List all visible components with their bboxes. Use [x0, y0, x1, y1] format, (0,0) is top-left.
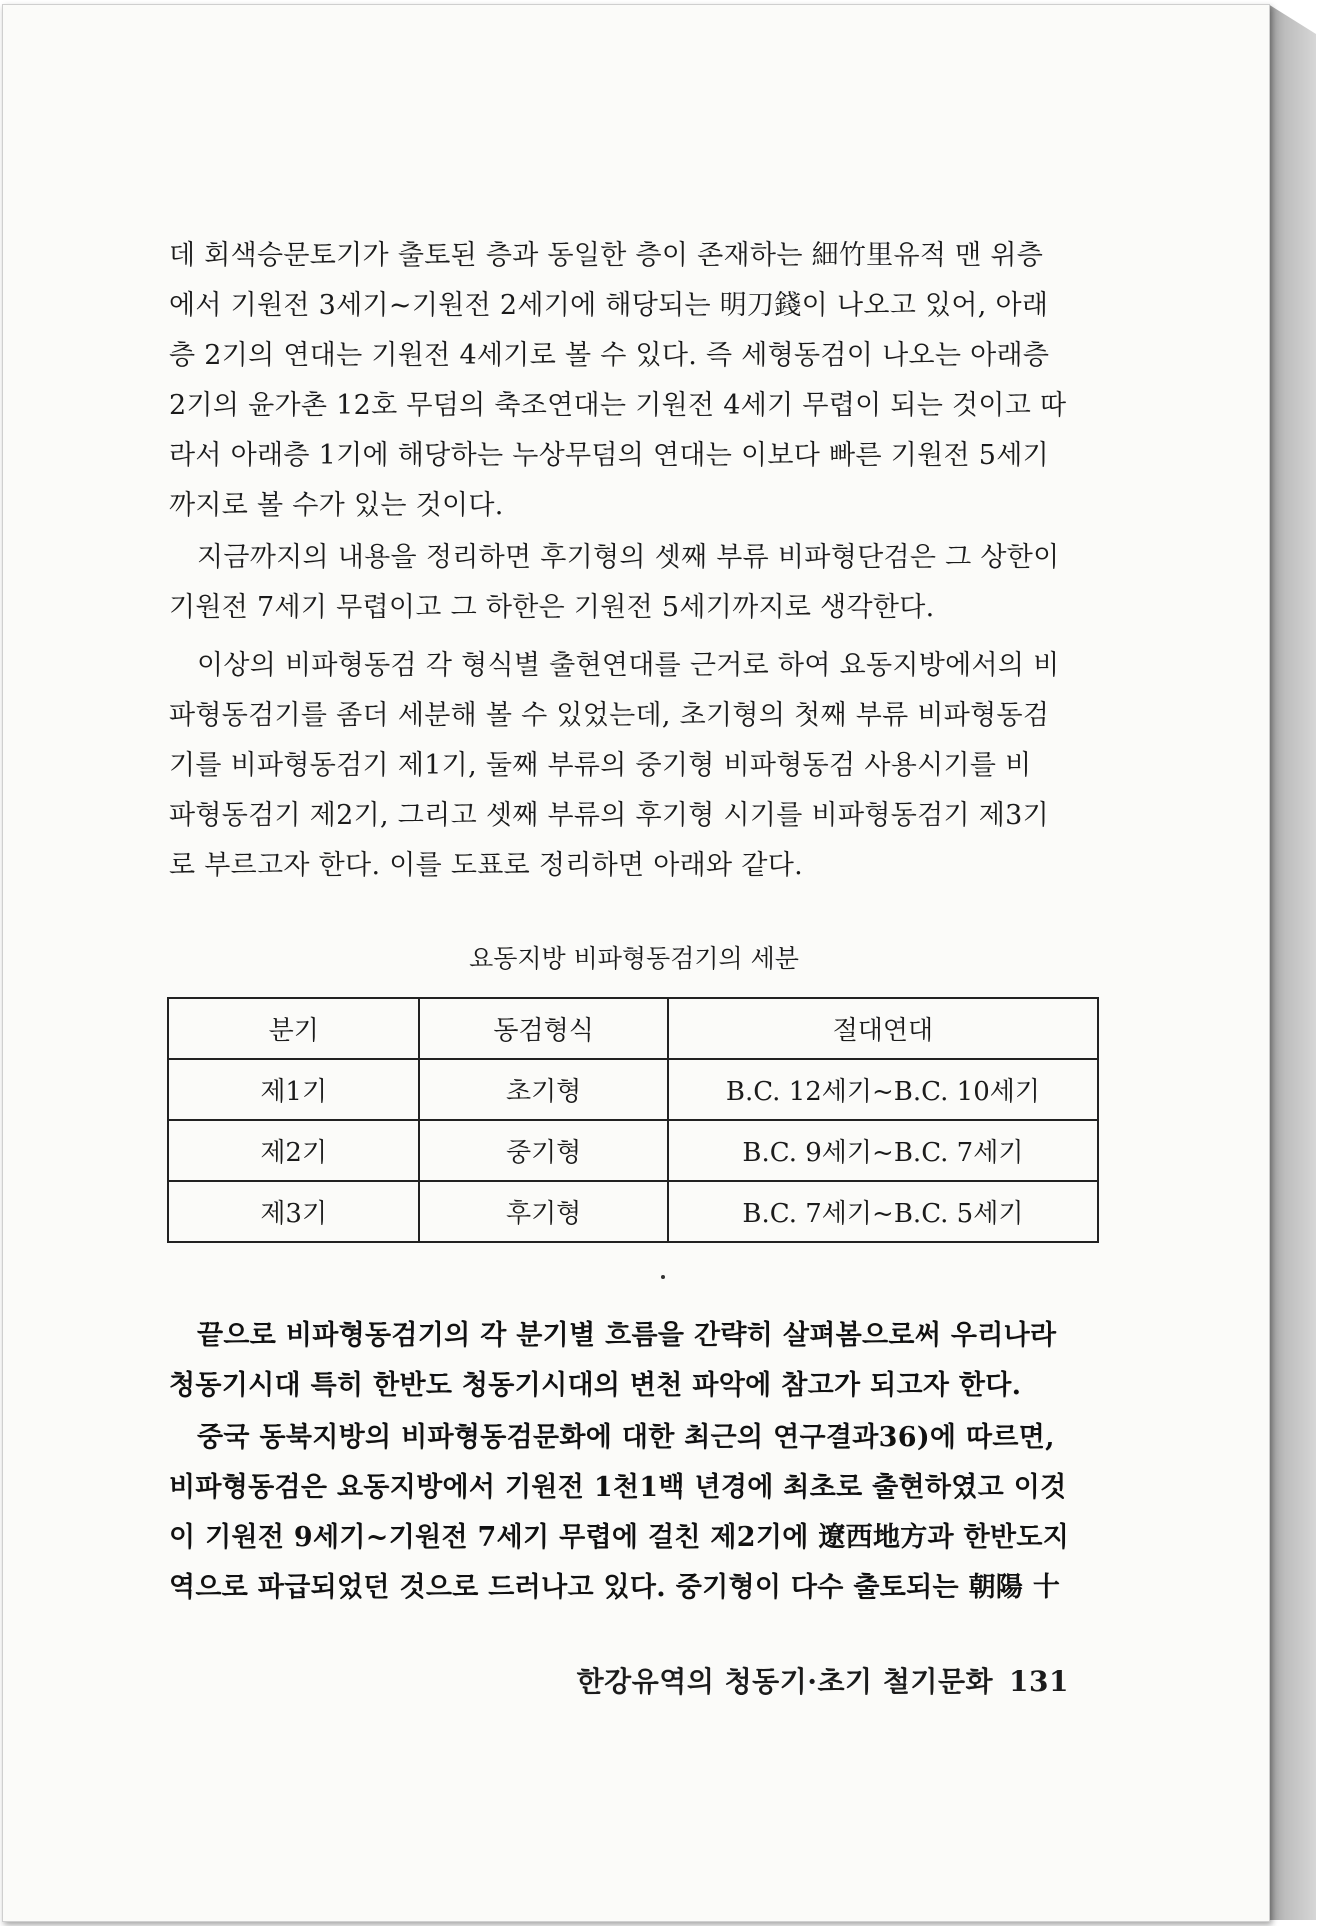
paragraph-5	[169, 1413, 1099, 1613]
text-line: 이 기원전 9세기~기원전 7세기 무렵에 걸친 제2기에 遼西地方과 한반도지	[169, 1522, 1070, 1553]
table-row	[168, 1059, 1098, 1120]
text-line: 데 회색승문토기가 출토된 층과 동일한 층이 존재하는 細竹里유적 맨 위층	[169, 240, 1044, 271]
running-title: 한강유역의 청동기·초기 철기문화	[576, 1665, 994, 1698]
period-table	[167, 997, 1099, 1243]
table-cell: 후기형	[419, 1181, 667, 1242]
text-line: 파형동검기를 좀더 세분해 볼 수 있었는데, 초기형의 첫째 부류 비파형동검	[169, 700, 1050, 731]
table-cell: 제1기	[168, 1059, 419, 1120]
page	[2, 4, 1270, 1922]
table-header-row	[168, 998, 1098, 1059]
column-header-dagger-type: 동검형식	[419, 998, 667, 1059]
page-number: 131	[1009, 1665, 1069, 1698]
text-line: 청동기시대 특히 한반도 청동기시대의 변천 파악에 참고가 되고자 한다.	[169, 1370, 1022, 1401]
text-line: 라서 아래층 1기에 해당하는 누상무덤의 연대는 이보다 빠른 기원전 5세기	[169, 440, 1049, 471]
table-cell: B.C. 7세기~B.C. 5세기	[668, 1181, 1098, 1242]
paragraph-1	[169, 231, 1099, 531]
column-header-period: 분기	[168, 998, 419, 1059]
paragraph-4	[169, 1311, 1099, 1411]
text-line: 중국 동북지방의 비파형동검문화에 대한 최근의 연구결과36)에 따르면,	[197, 1422, 1055, 1453]
text-line: 비파형동검은 요동지방에서 기원전 1천1백 년경에 최초로 출현하였고 이것	[169, 1472, 1067, 1503]
text-line: 로 부르고자 한다. 이를 도표로 정리하면 아래와 같다.	[169, 850, 803, 881]
page-footer	[169, 1660, 1069, 1700]
table-cell: B.C. 9세기~B.C. 7세기	[668, 1120, 1098, 1181]
stray-dot	[661, 1275, 665, 1279]
paragraph-3	[169, 641, 1099, 891]
table-cell: 초기형	[419, 1059, 667, 1120]
column-header-absolute-date: 절대연대	[668, 998, 1098, 1059]
table-cell: 제2기	[168, 1120, 419, 1181]
text-line: 역으로 파급되었던 것으로 드러나고 있다. 중기형이 다수 출토되는 朝陽 十	[169, 1572, 1061, 1603]
text-line: 2기의 윤가촌 12호 무덤의 축조연대는 기원전 4세기 무렵이 되는 것이고 따	[169, 390, 1067, 421]
table-cell: B.C. 12세기~B.C. 10세기	[668, 1059, 1098, 1120]
page-edge	[1268, 4, 1316, 1920]
table-cell: 중기형	[419, 1120, 667, 1181]
table-cell: 제3기	[168, 1181, 419, 1242]
text-line: 에서 기원전 3세기~기원전 2세기에 해당되는 明刀錢이 나오고 있어, 아래	[169, 290, 1049, 321]
text-line: 끝으로 비파형동검기의 각 분기별 흐름을 간략히 살펴봄으로써 우리나라	[197, 1320, 1057, 1351]
table-caption: 요동지방 비파형동검기의 세분	[469, 944, 799, 973]
text-line: 기를 비파형동검기 제1기, 둘째 부류의 중기형 비파형동검 사용시기를 비	[169, 750, 1032, 781]
table-row	[168, 1181, 1098, 1242]
table-row	[168, 1120, 1098, 1181]
text-line: 까지로 볼 수가 있는 것이다.	[169, 490, 504, 521]
text-line: 층 2기의 연대는 기원전 4세기로 볼 수 있다. 즉 세형동검이 나오는 아래층	[169, 340, 1050, 371]
text-line: 기원전 7세기 무렵이고 그 하한은 기원전 5세기까지로 생각한다.	[169, 592, 935, 623]
text-line: 이상의 비파형동검 각 형식별 출현연대를 근거로 하여 요동지방에서의 비	[197, 650, 1060, 681]
paragraph-2	[169, 533, 1099, 633]
text-line: 파형동검기 제2기, 그리고 셋째 부류의 후기형 시기를 비파형동검기 제3기	[169, 800, 1049, 831]
text-line: 지금까지의 내용을 정리하면 후기형의 셋째 부류 비파형단검은 그 상한이	[197, 542, 1060, 573]
